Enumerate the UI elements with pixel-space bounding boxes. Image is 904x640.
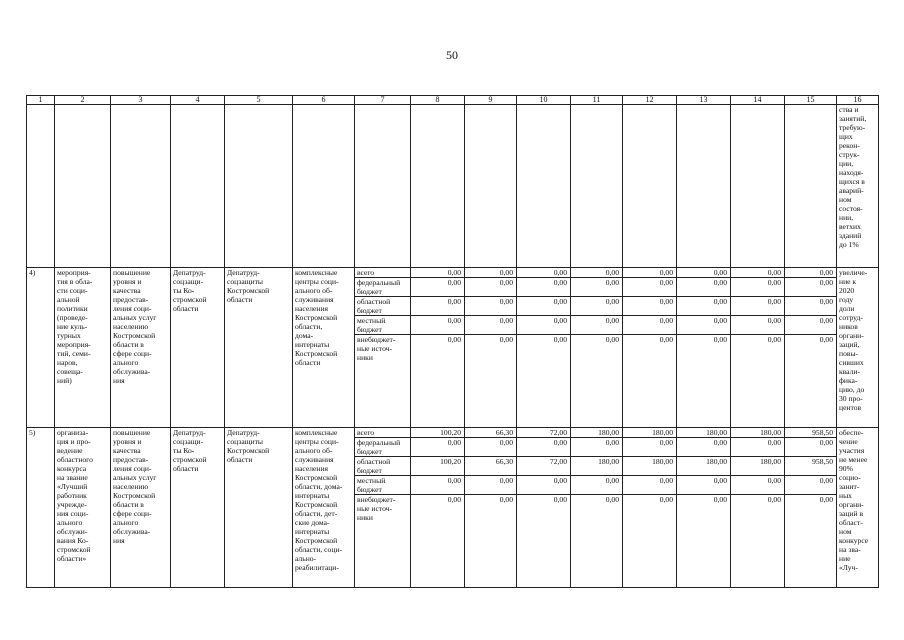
value-cell: 66,30	[465, 457, 516, 476]
col-header: 2	[55, 96, 111, 105]
value-cell: 0,00	[605, 495, 619, 504]
col-header: 14	[731, 96, 785, 105]
table-row	[27, 428, 879, 588]
value-cell: 0,00	[411, 278, 464, 297]
col-header: 10	[517, 96, 571, 105]
value-column	[785, 428, 837, 588]
value-cell: 180,00	[623, 457, 676, 476]
value-cell: 0,00	[447, 495, 461, 504]
value-cell: 180,00	[731, 457, 784, 476]
value-cell: 66,30	[465, 428, 516, 438]
value-cell: 180,00	[677, 457, 730, 476]
value-cell: 0,00	[411, 438, 464, 457]
source-label: всего	[355, 428, 410, 438]
value-cell: 0,00	[517, 278, 570, 297]
value-cell: 0,00	[677, 438, 730, 457]
value-cell: 0,00	[411, 316, 464, 335]
table-cell: Депатруд- соцзащи- ты Ко- стромской области	[171, 428, 225, 588]
value-cell: 0,00	[465, 476, 516, 495]
value-cell: 0,00	[571, 316, 622, 335]
value-cell: 0,00	[465, 438, 516, 457]
table-cell: комплексные центры соци- ального об- служивания населения Костромской области, дома- интернаты Костромской области	[293, 268, 355, 428]
value-cell: 0,00	[465, 316, 516, 335]
col-header: 12	[623, 96, 677, 105]
value-column	[731, 268, 785, 428]
value-cell: 72,00	[517, 457, 570, 476]
value-cell: 0,00	[731, 316, 784, 335]
value-cell: 72,00	[517, 428, 570, 438]
table-cell: Депатруд- соцзащиты Костромской области	[225, 428, 293, 588]
value-cell: 0,00	[571, 268, 622, 278]
value-cell: 100,20	[411, 457, 464, 476]
value-cell: 0,00	[465, 268, 516, 278]
value-cell: 0,00	[659, 495, 673, 504]
value-cell: 0,00	[517, 476, 570, 495]
value-column	[785, 268, 837, 428]
continuation-row	[27, 105, 879, 268]
value-cell: 180,00	[571, 428, 622, 438]
col-header: 4	[171, 96, 225, 105]
value-cell: 0,00	[785, 316, 836, 335]
value-column	[623, 268, 677, 428]
value-column	[411, 268, 465, 428]
funding-sources	[355, 268, 411, 428]
table-cell: мероприя- тия в обла- сти соци- альной политики (проведе- ние куль- турных мероприя- тий, семи- наров, совеща- ний)	[55, 268, 111, 428]
value-cell: 180,00	[571, 457, 622, 476]
value-cell: 0,00	[677, 268, 730, 278]
value-cell: 958,50	[785, 457, 836, 476]
source-label: областной бюджет	[355, 457, 410, 476]
value-cell: 0,00	[499, 495, 513, 504]
table-cell: повышение уровня и качества предостав- ления соци- альных услуг населению Костромской области в сфере соци- ального обслужива- ния	[111, 428, 171, 588]
value-cell: 0,00	[785, 297, 836, 316]
page-number: 50	[446, 48, 458, 62]
source-label: всего	[355, 268, 410, 278]
value-column	[731, 428, 785, 588]
value-cell: 0,00	[767, 335, 781, 344]
source-label: местный бюджет	[355, 476, 410, 495]
value-cell: 0,00	[623, 438, 676, 457]
value-cell: 0,00	[677, 316, 730, 335]
value-column	[517, 268, 571, 428]
col-header: 6	[293, 96, 355, 105]
value-cell: 0,00	[785, 438, 836, 457]
value-column	[571, 268, 623, 428]
value-column	[677, 268, 731, 428]
table-cell: обеспе- чение участия не менее 90% социо- занит- ных органи- заций в област- ном конкурсе на зва- ние «Луч-	[837, 428, 879, 588]
value-cell: 0,00	[623, 278, 676, 297]
value-cell: 0,00	[517, 316, 570, 335]
source-label: внебюджет- ные источ- ники	[357, 495, 396, 522]
value-cell: 0,00	[571, 476, 622, 495]
table-cell: комплексные центры соци- ального об- служивания населения Костромской области, дома- интернаты Костромской области, дет- ские дома- интернаты Костромской области, соци- ально- реабилитаци-	[293, 428, 355, 588]
value-cell: 0,00	[785, 268, 836, 278]
col-header: 9	[465, 96, 517, 105]
col-header: 11	[571, 96, 623, 105]
value-cell: 180,00	[623, 428, 676, 438]
value-cell: 0,00	[677, 278, 730, 297]
col-header: 13	[677, 96, 731, 105]
value-cell: 0,00	[731, 268, 784, 278]
col-header: 1	[27, 96, 55, 105]
value-cell: 0,00	[677, 476, 730, 495]
table-cell: организа- ция и про- ведение областного конкурса на звание «Лучший работник учрежде- ния соци- ального обслужи- вания Ко- стромской области»	[55, 428, 111, 588]
value-cell: 0,00	[731, 278, 784, 297]
value-cell: 0,00	[571, 438, 622, 457]
value-cell: 180,00	[677, 428, 730, 438]
table-row	[27, 268, 879, 428]
table-cell: повышение уровня и качества предостав- ления соци- альных услуг населению Костромской области в сфере соци- ального обслужива- ния	[111, 268, 171, 428]
row-number: 4)	[27, 268, 55, 428]
value-cell: 0,00	[677, 297, 730, 316]
value-cell: 0,00	[553, 335, 567, 344]
value-cell: 0,00	[553, 495, 567, 504]
table-cell: увеличе- ние к 2020 году доли сотруд- ников органи- заций, повы- сивших квали- фика- цию, до 30 про- центов	[837, 268, 879, 428]
value-cell: 0,00	[447, 335, 461, 344]
value-cell: 0,00	[411, 297, 464, 316]
table-cell: ства и занятий, требую- щих рекон- струк- ции, находя- щихся в аварий- ном состоя- нии, ветхих зданий до 1%	[837, 105, 879, 268]
program-table	[26, 95, 879, 588]
value-cell: 0,00	[411, 476, 464, 495]
funding-sources	[355, 428, 411, 588]
value-cell: 0,00	[623, 268, 676, 278]
value-cell: 0,00	[411, 268, 464, 278]
value-cell: 0,00	[731, 438, 784, 457]
header-row	[27, 96, 879, 105]
value-cell: 0,00	[517, 297, 570, 316]
source-label: внебюджет- ные источ- ники	[357, 335, 396, 362]
col-header: 7	[355, 96, 411, 105]
value-cell: 958,50	[785, 428, 836, 438]
col-header: 16	[837, 96, 879, 105]
value-cell: 0,00	[465, 278, 516, 297]
value-cell: 0,00	[465, 297, 516, 316]
col-header: 5	[225, 96, 293, 105]
value-cell: 0,00	[517, 438, 570, 457]
value-column	[465, 428, 517, 588]
value-cell: 0,00	[713, 335, 727, 344]
value-column	[517, 428, 571, 588]
value-cell: 180,00	[731, 428, 784, 438]
table-cell: Депатруд- соцзащиты Костромской области	[225, 268, 293, 428]
value-cell: 100,20	[411, 428, 464, 438]
col-header: 8	[411, 96, 465, 105]
value-column	[571, 428, 623, 588]
value-cell: 0,00	[785, 476, 836, 495]
value-cell: 0,00	[605, 335, 619, 344]
value-column	[623, 428, 677, 588]
value-cell: 0,00	[659, 335, 673, 344]
value-cell: 0,00	[499, 335, 513, 344]
value-cell: 0,00	[819, 335, 833, 344]
col-header: 15	[785, 96, 837, 105]
row-number: 5)	[27, 428, 55, 588]
col-header: 3	[111, 96, 171, 105]
value-column	[411, 428, 465, 588]
table-cell: Депатруд- соцзащи- ты Ко- стромской области	[171, 268, 225, 428]
value-cell: 0,00	[731, 476, 784, 495]
value-cell: 0,00	[785, 278, 836, 297]
value-column	[677, 428, 731, 588]
value-cell: 0,00	[623, 316, 676, 335]
source-label: федеральный бюджет	[355, 438, 410, 457]
value-cell: 0,00	[623, 297, 676, 316]
value-cell: 0,00	[731, 297, 784, 316]
value-cell: 0,00	[767, 495, 781, 504]
value-cell: 0,00	[517, 268, 570, 278]
source-label: местный бюджет	[355, 316, 410, 335]
value-cell: 0,00	[571, 278, 622, 297]
value-cell: 0,00	[819, 495, 833, 504]
source-label: федеральный бюджет	[355, 278, 410, 297]
value-cell: 0,00	[571, 297, 622, 316]
value-cell: 0,00	[623, 476, 676, 495]
value-column	[465, 268, 517, 428]
source-label: областной бюджет	[355, 297, 410, 316]
value-cell: 0,00	[713, 495, 727, 504]
